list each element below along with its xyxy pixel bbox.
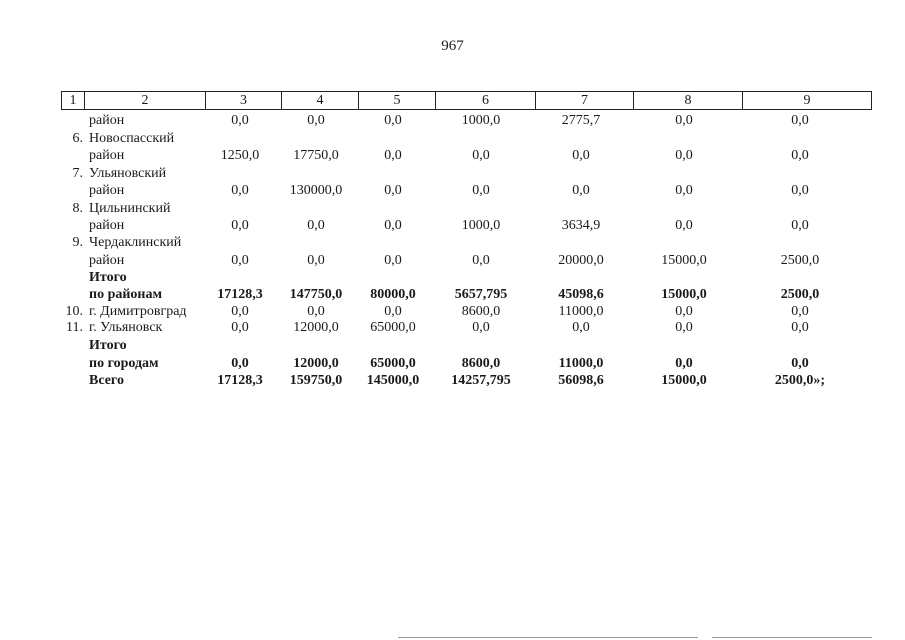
table-row (0, 165, 905, 183)
row-value-col-8: 0,0 (675, 218, 693, 233)
header-col-9: 9 (743, 92, 872, 110)
row-value-col-5: 80000,0 (370, 287, 416, 302)
row-value-col-3: 0,0 (231, 183, 249, 198)
table-row (0, 319, 905, 337)
row-number: 8. (72, 201, 83, 216)
row-value-col-6: 0,0 (472, 183, 490, 198)
row-name: Новоспасский (89, 131, 175, 146)
page-number: 967 (441, 38, 464, 54)
row-value-col-5: 0,0 (384, 113, 402, 128)
row-value-col-8: 0,0 (675, 183, 693, 198)
table-row (0, 252, 905, 270)
row-value-col-7: 0,0 (572, 320, 590, 335)
header-col-1: 1 (62, 92, 85, 110)
table-row (0, 372, 905, 390)
row-value-col-8: 0,0 (675, 148, 693, 163)
row-number: 11. (66, 320, 83, 335)
row-value-col-5: 0,0 (384, 218, 402, 233)
row-value-col-9: 0,0 (791, 356, 809, 371)
row-value-col-8: 0,0 (675, 320, 693, 335)
row-name: район (89, 218, 125, 233)
row-name: Чердаклинский (89, 235, 182, 250)
row-value-col-5: 65000,0 (370, 320, 416, 335)
table-row (0, 200, 905, 218)
row-value-col-6: 0,0 (472, 148, 490, 163)
table-row (0, 182, 905, 200)
row-value-col-4: 12000,0 (293, 356, 339, 371)
row-value-col-4: 159750,0 (289, 373, 343, 388)
table-row (0, 355, 905, 373)
row-value-col-8: 15000,0 (661, 253, 707, 268)
row-name: Всего (89, 373, 124, 388)
row-value-col-5: 0,0 (384, 304, 402, 319)
row-value-col-3: 17128,3 (217, 373, 263, 388)
table-row (0, 337, 905, 355)
row-value-col-4: 0,0 (307, 253, 325, 268)
row-value-col-9: 2500,0 (780, 253, 820, 268)
table-row (0, 234, 905, 252)
row-value-col-9: 0,0 (791, 218, 809, 233)
row-value-col-5: 65000,0 (370, 356, 416, 371)
row-value-col-8: 15000,0 (661, 373, 707, 388)
row-value-col-9: 0,0 (791, 113, 809, 128)
header-col-8: 8 (634, 92, 743, 110)
row-name: район (89, 148, 125, 163)
row-value-col-7: 2775,7 (561, 113, 601, 128)
row-value-col-4: 147750,0 (289, 287, 343, 302)
row-value-col-6: 14257,795 (451, 373, 511, 388)
row-value-col-9: 2500,0»; (774, 373, 826, 388)
row-number: 10. (65, 304, 83, 319)
row-value-col-4: 0,0 (307, 304, 325, 319)
row-value-col-9: 0,0 (791, 148, 809, 163)
row-name: г. Ульяновск (89, 320, 163, 335)
row-name: Цильнинский (89, 201, 171, 216)
row-value-col-6: 5657,795 (454, 287, 508, 302)
row-value-col-6: 1000,0 (461, 113, 501, 128)
table-row (0, 112, 905, 130)
row-value-col-4: 130000,0 (289, 183, 343, 198)
table-row (0, 130, 905, 148)
row-value-col-3: 0,0 (231, 304, 249, 319)
row-value-col-5: 0,0 (384, 148, 402, 163)
row-value-col-7: 3634,9 (561, 218, 601, 233)
row-value-col-6: 8600,0 (461, 304, 501, 319)
row-value-col-7: 0,0 (572, 183, 590, 198)
row-name: район (89, 113, 125, 128)
row-value-col-3: 0,0 (231, 218, 249, 233)
row-value-col-6: 0,0 (472, 320, 490, 335)
row-value-col-5: 0,0 (384, 253, 402, 268)
row-value-col-8: 0,0 (675, 356, 693, 371)
row-value-col-3: 0,0 (231, 356, 249, 371)
row-value-col-8: 0,0 (675, 304, 693, 319)
row-name: Итого (89, 338, 127, 353)
header-col-3: 3 (206, 92, 282, 110)
row-value-col-5: 145000,0 (366, 373, 420, 388)
row-number: 6. (72, 131, 83, 146)
row-value-col-7: 56098,6 (558, 373, 604, 388)
row-number: 7. (72, 166, 83, 181)
header-col-7: 7 (536, 92, 634, 110)
row-value-col-9: 2500,0 (780, 287, 820, 302)
row-value-col-7: 11000,0 (558, 304, 604, 319)
row-value-col-9: 0,0 (791, 183, 809, 198)
row-value-col-7: 20000,0 (558, 253, 604, 268)
row-value-col-8: 15000,0 (661, 287, 707, 302)
row-name: г. Димитровград (89, 304, 187, 319)
row-value-col-9: 0,0 (791, 320, 809, 335)
header-col-6: 6 (436, 92, 536, 110)
row-value-col-6: 0,0 (472, 253, 490, 268)
row-value-col-5: 0,0 (384, 183, 402, 198)
row-value-col-4: 17750,0 (293, 148, 339, 163)
row-value-col-7: 45098,6 (558, 287, 604, 302)
header-col-4: 4 (282, 92, 359, 110)
row-value-col-7: 0,0 (572, 148, 590, 163)
table-row (0, 269, 905, 287)
row-value-col-9: 0,0 (791, 304, 809, 319)
header-col-2: 2 (85, 92, 206, 110)
column-number-header (61, 91, 872, 110)
row-name: по городам (89, 356, 159, 371)
row-value-col-3: 0,0 (231, 253, 249, 268)
row-value-col-4: 0,0 (307, 113, 325, 128)
row-name: Итого (89, 270, 127, 285)
row-value-col-6: 1000,0 (461, 218, 501, 233)
row-value-col-4: 0,0 (307, 218, 325, 233)
row-name: Ульяновский (89, 166, 167, 181)
row-number: 9. (72, 235, 83, 250)
row-name: район (89, 183, 125, 198)
row-value-col-3: 0,0 (231, 320, 249, 335)
row-value-col-3: 0,0 (231, 113, 249, 128)
header-col-5: 5 (359, 92, 436, 110)
row-value-col-4: 12000,0 (293, 320, 339, 335)
row-value-col-6: 8600,0 (461, 356, 501, 371)
bottom-rule (712, 637, 872, 638)
table-row (0, 286, 905, 304)
row-value-col-7: 11000,0 (558, 356, 604, 371)
row-value-col-8: 0,0 (675, 113, 693, 128)
table-row (0, 147, 905, 165)
row-value-col-3: 17128,3 (217, 287, 263, 302)
table-row (0, 217, 905, 235)
row-name: район (89, 253, 125, 268)
row-name: по районам (89, 287, 163, 302)
bottom-rule (398, 637, 698, 638)
row-value-col-3: 1250,0 (220, 148, 260, 163)
